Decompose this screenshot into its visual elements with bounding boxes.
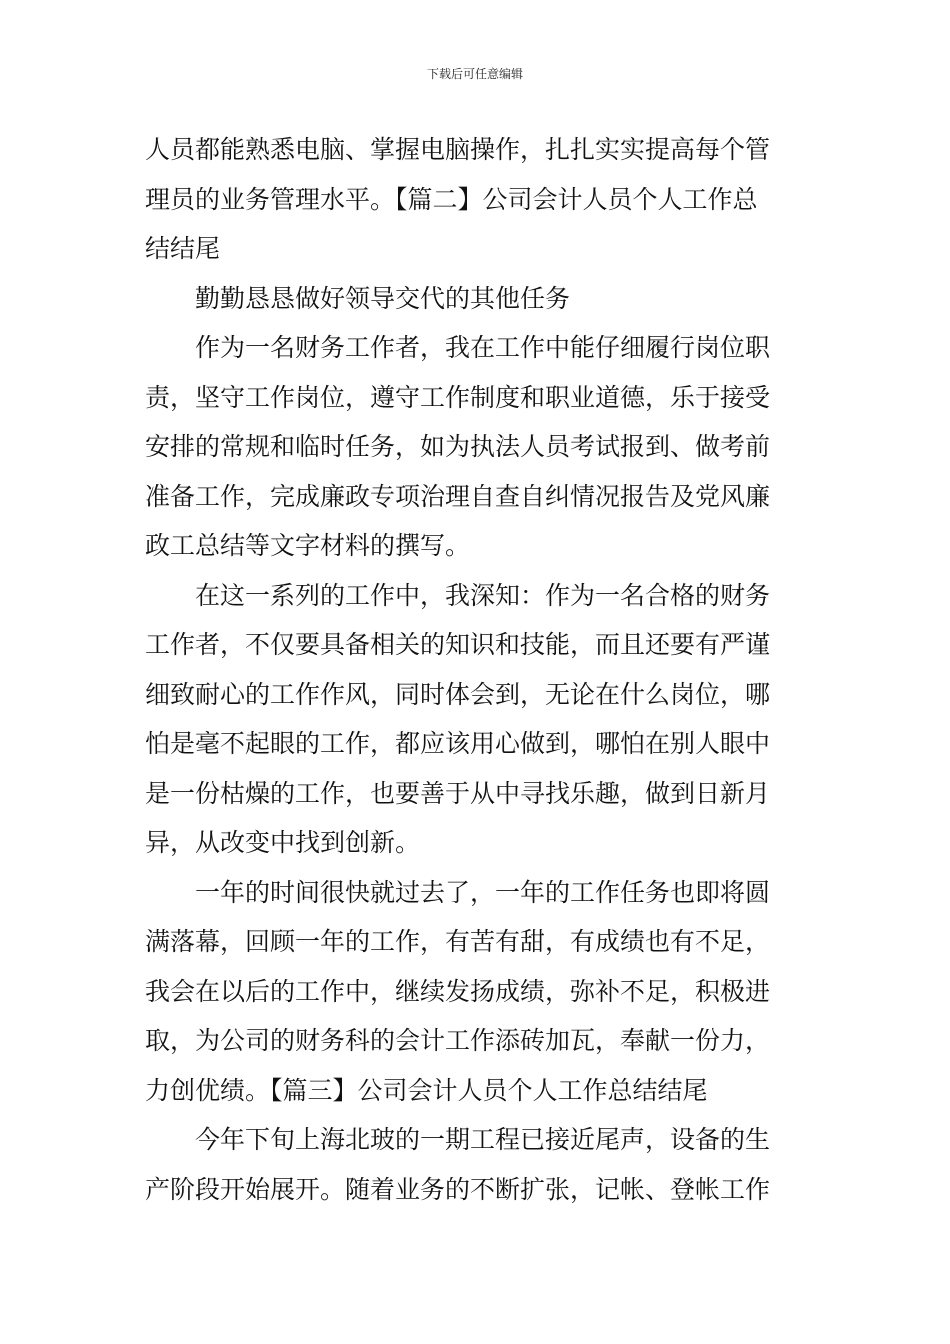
text-line: 力创优绩。【篇三】公司会计人员个人工作总结结尾 [145, 1075, 708, 1105]
text-line: 细致耐心的工作作风，同时体会到，无论在什么岗位，哪 [145, 679, 771, 709]
text-line: 怕是毫不起眼的工作，都应该用心做到，哪怕在别人眼中 [145, 729, 771, 758]
text-line: 今年下旬上海北玻的一期工程已接近尾声，设备的生 [195, 1125, 771, 1154]
text-line: 异，从改变中找到创新。 [145, 828, 421, 857]
text-line: 满落幕，回顾一年的工作，有苦有甜，有成绩也有不足， [145, 927, 771, 956]
document-body [145, 125, 815, 1214]
paragraph [145, 125, 815, 274]
text-line: 责，坚守工作岗位，遵守工作制度和职业道德，乐于接受 [145, 382, 771, 412]
text-line: 产阶段开始展开。随着业务的不断扩张，记帐、登帐工作 [145, 1174, 771, 1204]
text-line: 安排的常规和临时任务，如为执法人员考试报到、做考前 [145, 432, 771, 461]
text-line: 勤勤恳恳做好领导交代的其他任务 [195, 283, 571, 313]
text-line: 工作者，不仅要具备相关的知识和技能，而且还要有严谨 [145, 630, 771, 659]
paragraph [145, 571, 815, 868]
text-line: 结结尾 [145, 234, 221, 263]
paragraph [145, 274, 815, 324]
paragraph [145, 868, 815, 1116]
text-line: 准备工作，完成廉政专项治理自查自纠情况报告及党风廉 [145, 481, 771, 511]
paragraph [145, 1115, 815, 1214]
text-line: 一年的时间很快就过去了，一年的工作任务也即将圆 [195, 877, 771, 907]
paragraph [145, 323, 815, 571]
text-line: 作为一名财务工作者，我在工作中能仔细履行岗位职 [195, 333, 771, 362]
text-line: 在这一系列的工作中，我深知：作为一名合格的财务 [195, 580, 771, 610]
page-header: 下载后可任意编辑 [426, 67, 523, 81]
text-line: 取，为公司的财务科的会计工作添砖加瓦，奉献一份力， [145, 1026, 771, 1055]
text-line: 我会在以后的工作中，继续发扬成绩，弥补不足，积极进 [145, 976, 771, 1006]
text-line: 政工总结等文字材料的撰写。 [145, 531, 471, 560]
text-line: 理员的业务管理水平。【篇二】公司会计人员个人工作总 [145, 184, 758, 214]
text-line: 是一份枯燥的工作，也要善于从中寻找乐趣，做到日新月 [145, 778, 771, 808]
text-line: 人员都能熟悉电脑、掌握电脑操作，扎扎实实提高每个管 [145, 135, 771, 164]
